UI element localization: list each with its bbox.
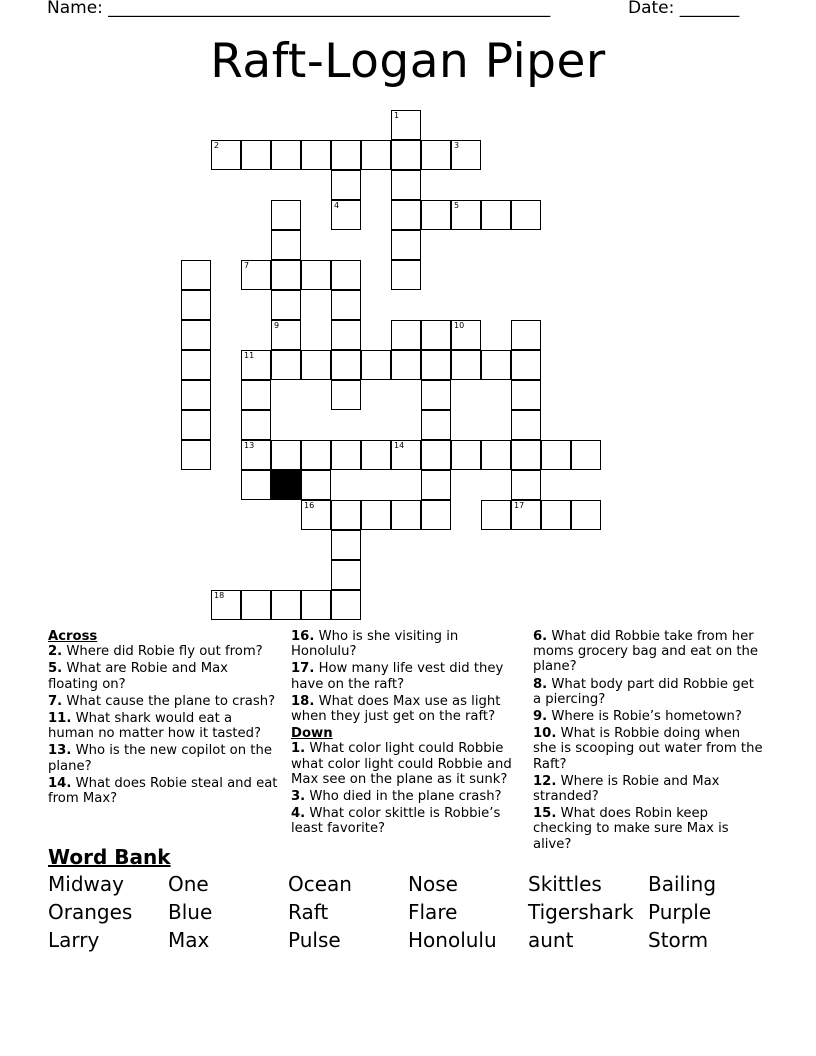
- word-bank-item: Flare: [408, 900, 458, 924]
- word-bank-item: Tigershark: [528, 900, 634, 924]
- clue-item: [533, 806, 765, 852]
- word-bank-item: Bailing: [648, 872, 717, 896]
- crossword-cell[interactable]: [241, 350, 271, 380]
- crossword-cell[interactable]: [181, 350, 211, 380]
- clue-item: [48, 694, 280, 709]
- crossword-cell[interactable]: [481, 440, 511, 470]
- word-bank-item: Honolulu: [408, 928, 497, 952]
- word-bank-item: Raft: [288, 900, 329, 924]
- crossword-cell[interactable]: [511, 320, 541, 350]
- crossword-cell[interactable]: [331, 560, 361, 590]
- clue-number-label: 9.: [533, 709, 548, 725]
- crossword-cell[interactable]: [421, 470, 451, 500]
- crossword-cell[interactable]: [331, 530, 361, 560]
- clue-number: 4: [334, 201, 340, 210]
- crossword-cell[interactable]: [391, 140, 421, 170]
- clue-item: [291, 806, 523, 836]
- clue-text: Who died in the plane crash?: [305, 789, 502, 805]
- crossword-cell[interactable]: [271, 200, 301, 230]
- clue-text: What are Robie and Max floating on?: [48, 661, 228, 692]
- clues-column-3: [533, 629, 765, 854]
- crossword-cell[interactable]: [301, 260, 331, 290]
- clue-text: Where did Robie fly out from?: [62, 644, 263, 660]
- clues-column-1: [48, 629, 280, 808]
- clue-item: [48, 776, 280, 806]
- crossword-cell[interactable]: [421, 440, 451, 470]
- clue-number: 5: [454, 201, 460, 210]
- clue-number: 18: [214, 591, 225, 600]
- clue-number-label: 15.: [533, 806, 557, 822]
- across-clue-list-continued: [291, 629, 523, 724]
- clue-number-label: 18.: [291, 693, 315, 709]
- crossword-cell[interactable]: [421, 350, 451, 380]
- date-field[interactable]: Date: _______: [628, 0, 740, 18]
- word-bank: [48, 873, 768, 951]
- clue-number-label: 13.: [48, 743, 72, 759]
- crossword-cell[interactable]: [451, 200, 481, 230]
- across-clue-list: [48, 644, 280, 806]
- clue-number: 1: [394, 111, 400, 120]
- crossword-cell[interactable]: [331, 350, 361, 380]
- crossword-cell[interactable]: [181, 290, 211, 320]
- clue-number: 7: [244, 261, 250, 270]
- clue-number-label: 14.: [48, 775, 72, 791]
- clue-number-label: 4.: [291, 806, 306, 822]
- word-bank-item: Purple: [648, 900, 712, 924]
- crossword-cell[interactable]: [331, 440, 361, 470]
- crossword-cell[interactable]: [391, 110, 421, 140]
- clue-number: 10: [454, 321, 465, 330]
- clue-item: [533, 709, 765, 724]
- crossword-cell[interactable]: [331, 500, 361, 530]
- crossword-cell[interactable]: [301, 350, 331, 380]
- crossword-cell[interactable]: [391, 350, 421, 380]
- crossword-cell[interactable]: [331, 590, 361, 620]
- crossword-cell[interactable]: [391, 230, 421, 260]
- clue-text: What did Robbie take from her moms grocery bag and eat on the plane?: [533, 629, 759, 675]
- crossword-cell[interactable]: [241, 440, 271, 470]
- clue-item: [533, 677, 765, 707]
- crossword-cell[interactable]: [421, 410, 451, 440]
- clue-number: 11: [244, 351, 255, 360]
- crossword-cell[interactable]: [301, 590, 331, 620]
- word-bank-item: One: [168, 872, 209, 896]
- clue-number-label: 2.: [48, 644, 63, 660]
- crossword-cell[interactable]: [571, 440, 601, 470]
- crossword-cell[interactable]: [421, 200, 451, 230]
- crossword-cell[interactable]: [451, 440, 481, 470]
- clue-item: [48, 711, 280, 741]
- crossword-cell[interactable]: [301, 440, 331, 470]
- crossword-cell[interactable]: [181, 410, 211, 440]
- page-title: Raft-Logan Piper: [210, 34, 606, 89]
- clue-item: [291, 694, 523, 724]
- clue-number: 9: [274, 321, 280, 330]
- crossword-cell[interactable]: [271, 140, 301, 170]
- down-clue-list: [291, 741, 523, 836]
- down-clue-list-continued: [533, 629, 765, 852]
- crossword-black-cell: [271, 470, 301, 500]
- crossword-cell[interactable]: [181, 260, 211, 290]
- crossword-cell[interactable]: [361, 350, 391, 380]
- word-bank-item: Skittles: [528, 872, 602, 896]
- clue-item: [291, 741, 523, 787]
- clue-item: [533, 629, 765, 675]
- clue-text: What does Robie steal and eat from Max?: [48, 775, 278, 807]
- crossword-cell[interactable]: [181, 380, 211, 410]
- crossword-cell[interactable]: [241, 380, 271, 410]
- crossword-cell[interactable]: [331, 140, 361, 170]
- word-bank-item: aunt: [528, 928, 574, 952]
- crossword-cell[interactable]: [511, 410, 541, 440]
- word-bank-item: Larry: [48, 928, 100, 952]
- clue-text: Who is the new copilot on the plane?: [48, 743, 272, 774]
- clues-column-2: [291, 629, 523, 839]
- clue-number-label: 10.: [533, 726, 557, 742]
- word-bank-item: Pulse: [288, 928, 341, 952]
- clue-item: [48, 743, 280, 773]
- across-heading: Across: [48, 629, 98, 644]
- crossword-cell[interactable]: [331, 170, 361, 200]
- clue-number-label: 3.: [291, 789, 306, 805]
- clue-item: [533, 774, 765, 804]
- crossword-cell[interactable]: [481, 350, 511, 380]
- crossword-cell[interactable]: [271, 590, 301, 620]
- crossword-cell[interactable]: [541, 440, 571, 470]
- clue-number-label: 17.: [291, 661, 315, 677]
- clue-text: How many life vest did they have on the raft?: [291, 661, 504, 692]
- crossword-cell[interactable]: [241, 410, 271, 440]
- crossword-cell[interactable]: [391, 320, 421, 350]
- down-heading: Down: [291, 726, 333, 742]
- clue-number-label: 5.: [48, 661, 63, 677]
- clue-text: Who is she visiting in Honolulu?: [291, 629, 459, 660]
- word-bank-item: Oranges: [48, 900, 133, 924]
- word-bank-item: Nose: [408, 872, 458, 896]
- crossword-cell[interactable]: [271, 230, 301, 260]
- clue-text: What does Robin keep checking to make sure Max is alive?: [533, 806, 729, 852]
- clue-number: 13: [244, 441, 255, 450]
- crossword-cell[interactable]: [421, 380, 451, 410]
- crossword-cell[interactable]: [451, 350, 481, 380]
- crossword-cell[interactable]: [481, 200, 511, 230]
- clue-text: Where is Robie’s hometown?: [547, 709, 742, 725]
- crossword-cell[interactable]: [271, 350, 301, 380]
- crossword-cell[interactable]: [421, 140, 451, 170]
- crossword-cell[interactable]: [241, 590, 271, 620]
- crossword-cell[interactable]: [211, 140, 241, 170]
- crossword-cell[interactable]: [181, 320, 211, 350]
- word-bank-title: Word Bank: [48, 845, 171, 869]
- clue-number: 16: [304, 501, 315, 510]
- clue-number: 2: [214, 141, 220, 150]
- crossword-cell[interactable]: [331, 320, 361, 350]
- crossword-cell[interactable]: [271, 290, 301, 320]
- clue-number-label: 16.: [291, 629, 315, 644]
- crossword-cell[interactable]: [391, 500, 421, 530]
- crossword-cell[interactable]: [241, 260, 271, 290]
- clue-number-label: 6.: [533, 629, 548, 644]
- crossword-cell[interactable]: [421, 500, 451, 530]
- clue-item: [291, 789, 523, 804]
- crossword-cell[interactable]: [241, 470, 271, 500]
- clue-text: What color skittle is Robbie’s least favorite?: [291, 806, 501, 837]
- crossword-cell[interactable]: [361, 500, 391, 530]
- crossword-cell[interactable]: [511, 380, 541, 410]
- crossword-cell[interactable]: [301, 500, 331, 530]
- crossword-cell[interactable]: [391, 260, 421, 290]
- clue-number-label: 7.: [48, 693, 63, 709]
- clue-number-label: 12.: [533, 773, 557, 789]
- crossword-cell[interactable]: [271, 440, 301, 470]
- crossword-cell[interactable]: [271, 260, 301, 290]
- crossword-cell[interactable]: [181, 440, 211, 470]
- crossword-cell[interactable]: [421, 320, 451, 350]
- clue-item: [533, 726, 765, 772]
- word-bank-item: Storm: [648, 928, 709, 952]
- clue-text: What does Max use as light when they just get on the raft?: [291, 693, 501, 725]
- crossword-cell[interactable]: [511, 470, 541, 500]
- clue-number-label: 8.: [533, 676, 548, 692]
- crossword-cell[interactable]: [271, 320, 301, 350]
- crossword-cell[interactable]: [541, 500, 571, 530]
- crossword-cell[interactable]: [301, 140, 331, 170]
- clue-number: 14: [394, 441, 405, 450]
- name-field[interactable]: Name: ____________________________________________________: [47, 0, 551, 18]
- clue-number-label: 1.: [291, 741, 306, 757]
- crossword-cell[interactable]: [361, 140, 391, 170]
- clue-number: 17: [514, 501, 525, 510]
- crossword-cell[interactable]: [241, 140, 271, 170]
- clue-number: 3: [454, 141, 460, 150]
- crossword-cell[interactable]: [361, 440, 391, 470]
- crossword-cell[interactable]: [451, 140, 481, 170]
- word-bank-item: Blue: [168, 900, 213, 924]
- crossword-cell[interactable]: [511, 200, 541, 230]
- crossword-cell[interactable]: [511, 440, 541, 470]
- clue-text: What shark would eat a human no matter how it tasted?: [48, 711, 262, 742]
- clue-number-label: 11.: [48, 711, 72, 727]
- clue-item: [48, 644, 280, 659]
- word-bank-item: Max: [168, 928, 210, 952]
- crossword-cell[interactable]: [481, 500, 511, 530]
- crossword-cell[interactable]: [511, 500, 541, 530]
- crossword-cell[interactable]: [331, 380, 361, 410]
- clue-text: Where is Robie and Max stranded?: [533, 773, 720, 805]
- crossword-cell[interactable]: [301, 470, 331, 500]
- crossword-cell[interactable]: [331, 200, 361, 230]
- crossword-cell[interactable]: [451, 320, 481, 350]
- crossword-cell[interactable]: [571, 500, 601, 530]
- clue-text: What cause the plane to crash?: [62, 693, 276, 709]
- word-bank-item: Midway: [48, 872, 124, 896]
- crossword-cell[interactable]: [331, 260, 361, 290]
- clue-text: What color light could Robbie what color light could Robbie and Max see on the plane as it sunk?: [291, 741, 512, 787]
- crossword-cell[interactable]: [511, 350, 541, 380]
- clue-text: What body part did Robbie get a piercing?: [533, 676, 754, 707]
- clue-item: [291, 629, 523, 659]
- clue-item: [48, 661, 280, 691]
- clue-item: [291, 661, 523, 691]
- crossword-cell[interactable]: [391, 440, 421, 470]
- crossword-cell[interactable]: [211, 590, 241, 620]
- crossword-cell[interactable]: [391, 170, 421, 200]
- crossword-cell[interactable]: [331, 290, 361, 320]
- crossword-cell[interactable]: [391, 200, 421, 230]
- clue-text: What is Robbie doing when she is scooping out water from the Raft?: [533, 726, 763, 772]
- word-bank-item: Ocean: [288, 872, 352, 896]
